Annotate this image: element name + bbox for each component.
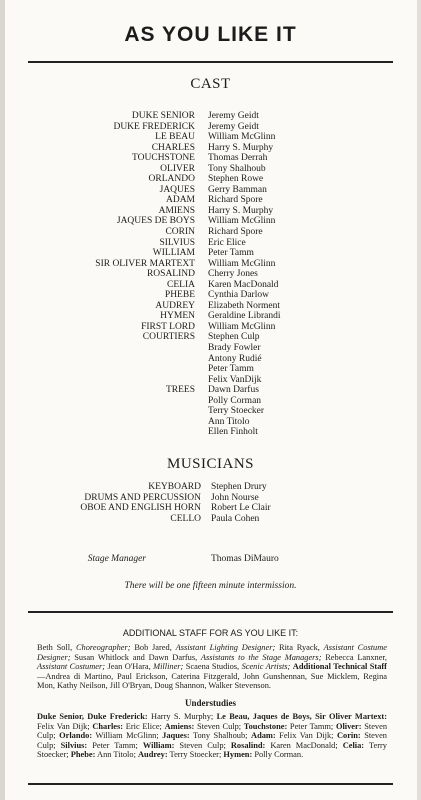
cast-role: COURTIERS [142,332,195,343]
additional_staff-segment: Rita Ryack, [275,643,324,652]
understudies-segment: Rosalind: [230,740,266,750]
cast-heading: CAST [190,76,231,92]
additional_staff-segment: Rebecca Lanxner, [321,652,387,662]
title-rule [28,61,393,63]
cast-role: TREES [165,385,195,396]
understudies-segment: Hymen: [223,750,253,760]
understudies-segment: Felix Van Dijk; [37,721,93,731]
cast-row [0,206,421,217]
understudies-segment: Charles: [92,721,124,731]
musician-row [0,482,421,493]
cast-role: ADAM [165,195,195,206]
cast-row [0,259,421,270]
understudies-segment: Jaques: [162,731,190,741]
additional_staff-segment: Beth Soll, [37,643,76,652]
understudies-segment: Karen MacDonald; [265,740,343,750]
cast-role: LE BEAU [155,132,195,143]
additional-staff-text [37,643,387,691]
musician-name: Stephen Drury [211,482,267,492]
cast-actor: Cherry Jones [208,269,258,280]
cast-row [0,216,421,227]
cast-row [0,227,421,238]
cast-actor: Peter Tamm [208,248,254,259]
musician-row [0,503,421,514]
cast-role: CELIA [167,279,195,290]
understudies-segment: Audrey: [137,750,168,760]
cast-row [0,311,421,322]
musician-row [0,493,421,504]
intermission-note: There will be one fifteen minute intermission. [124,581,297,591]
cast-row [0,185,421,196]
cast-actor: Elizabeth Norment [208,300,281,311]
musician-instrument: DRUMS AND PERCUSSION [84,492,201,503]
additional_staff-segment: Bob Jared, [130,643,176,652]
cast-actor: William McGlinn [208,216,276,227]
additional_staff-segment: Assistant Costume Designer; [37,643,387,662]
cast-role: SIR OLIVER MARTEXT [95,258,195,269]
musician-row [0,514,421,525]
cast-actor: William McGlinn [208,132,276,143]
cast-actor: Harry S. Murphy [208,142,274,153]
cast-row [0,290,421,301]
cast-actor: Thomas Derrah [208,153,268,164]
musician-name: John Nourse [211,492,259,503]
cast-role: AUDREY [155,300,195,311]
understudies-segment: Terry Stoecker; [37,740,387,760]
additional-staff-heading: ADDITIONAL STAFF FOR AS YOU LIKE IT: [122,628,299,638]
musicians-heading: MUSICIANS [166,456,254,472]
cast-row [0,322,421,333]
understudies-segment: William: [142,740,175,750]
additional_staff-segment: Scaena Studios, [183,662,242,672]
cast-row [0,132,421,143]
understudies-segment: Felix Van Dijk; [275,731,337,741]
cast-row [0,122,421,133]
additional_staff-segment: Choreographer; [75,643,131,652]
understudies-segment: Steven Culp; [37,721,388,741]
cast-row [0,153,421,164]
cast-actor: Dawn Darfus [208,385,259,396]
cast-role: CHARLES [151,142,195,153]
cast-row [0,301,421,312]
cast-role: DUKE FREDERICK [113,121,195,132]
understudies-segment: Oliver: [335,721,362,731]
understudies-heading: Understudies [184,698,236,708]
cast-row [0,354,421,365]
cast-actor: Terry Stoecker [208,406,265,417]
additional_staff-segment: Additional Technical Staff [292,662,387,672]
understudies-segment: Peter Tamm; [287,721,336,731]
bottom-rule [28,783,393,785]
musicians-list [0,482,421,524]
cast-row [0,238,421,249]
understudies-segment: Phebe: [70,750,96,760]
cast-row [0,343,421,354]
cast-actor: Jeremy Geidt [208,111,259,121]
cast-role: FIRST LORD [141,321,195,332]
additional_staff-segment: Assistant Costumer; [37,662,106,672]
musician-instrument: CELLO [170,513,201,524]
cast-role: PHEBE [164,290,195,301]
cast-actor: William McGlinn [208,258,276,269]
cast-actor: Ann Titolo [208,416,250,427]
musician-instrument: KEYBOARD [148,482,201,492]
cast-row [0,195,421,206]
additional_staff-segment: —Andrea di Martino, Paul Erickson, Caterina Fitzgerald, John Gunshennan, Sue Micklem, Regina Mon, Kathy Neilson, Jill O'Bryan, Doug Shannon, Walker Stevenson. [37,671,387,691]
understudies-segment: Polly Corman. [252,750,304,760]
cast-actor: Stephen Rowe [208,174,264,185]
understudies-segment: Orlando: [59,731,93,741]
cast-actor: Jeremy Geidt [208,121,259,132]
stage-manager-name: Thomas DiMauro [211,554,279,564]
cast-list [0,111,421,438]
cast-role: JAQUES DE BOYS [116,216,195,227]
additional_staff-segment: Assistant Lighting Designer; [175,643,276,652]
additional_staff-segment: Scenic Artists; [241,662,291,672]
understudies-segment: Steven Culp; [194,721,244,731]
cast-row [0,174,421,185]
cast-row [0,375,421,386]
page-title: AS YOU LIKE IT [124,23,297,46]
cast-actor: Antony Rudié [208,353,262,364]
cast-actor: Karen MacDonald [208,279,279,290]
cast-role: ROSALIND [146,269,195,280]
cast-role: HYMEN [160,311,195,322]
understudies-segment: Duke Senior, Duke Frederick: [37,712,148,721]
understudies-segment: Steven Culp; [174,740,231,750]
additional_staff-segment: Milliner; [153,662,184,672]
cast-actor: Harry S. Murphy [208,205,274,216]
understudies-segment: Peter Tamm; [87,740,143,750]
musician-instrument: OBOE AND ENGLISH HORN [80,503,201,514]
staff-rule [28,611,393,613]
cast-actor: William McGlinn [208,321,276,332]
understudies-segment: Touchstone: [243,721,288,731]
cast-actor: Brady Fowler [208,343,261,354]
understudies-segment: Silvius: [60,740,88,750]
understudies-segment: Celia: [342,740,365,750]
additional_staff-segment: Jean O'Hara, [105,662,154,672]
cast-actor: Peter Tamm [208,364,254,375]
understudies-segment: Amiens: [164,721,195,731]
cast-row [0,280,421,291]
cast-row [0,269,421,280]
cast-row [0,111,421,122]
cast-actor: Stephen Culp [208,332,260,343]
cast-actor: Tony Shalhoub [208,163,266,174]
cast-actor: Gerry Bamman [208,184,267,195]
understudies-segment: Tony Shalhoub; [189,731,252,741]
cast-role: WILLIAM [152,248,195,259]
cast-row [0,143,421,154]
understudies-segment: Harry S. Murphy; [147,712,217,721]
additional_staff-segment: Susan Whitlock and Dawn Darfus, [70,652,201,662]
understudies-segment: Eric Elice; [123,721,165,731]
cast-role: ORLANDO [148,174,195,185]
cast-row [0,427,421,438]
cast-row [0,164,421,175]
musician-name: Robert Le Clair [211,503,271,514]
cast-row [0,364,421,375]
cast-actor: Eric Elice [208,237,246,248]
additional_staff-segment: Assistants to the Stage Managers; [200,652,322,662]
understudies-segment: Ann Titolo; [95,750,138,760]
cast-row [0,406,421,417]
understudies-segment: Corin: [336,731,361,741]
cast-actor: Felix VanDijk [208,374,262,385]
musician-name: Paula Cohen [211,513,260,524]
understudies-segment: Steven Culp; [37,731,387,750]
cast-row [0,332,421,343]
cast-role: DUKE SENIOR [131,111,195,121]
cast-actor: Richard Spore [208,195,263,206]
cast-role: OLIVER [160,163,195,174]
cast-row [0,396,421,407]
understudies-text [37,712,387,760]
understudies-segment: William McGlinn; [92,731,163,741]
cast-role: CORIN [165,227,195,238]
stage-manager-label: Stage Manager [87,554,146,564]
cast-row [0,417,421,428]
cast-actor: Geraldine Librandi [208,311,281,322]
cast-role: JAQUES [159,184,195,195]
cast-row [0,248,421,259]
cast-role: TOUCHSTONE [132,153,195,164]
cast-actor: Cynthia Darlow [208,290,269,301]
understudies-segment: Adam: [251,731,276,741]
cast-row [0,385,421,396]
understudies-segment: Terry Stoecker; [167,750,224,760]
cast-actor: Ellen Finholt [208,427,258,438]
cast-actor: Richard Spore [208,227,263,238]
understudies-segment: Le Beau, Jaques de Boys, Sir Oliver Martext: [216,712,388,721]
cast-actor: Polly Corman [208,395,262,406]
cast-role: AMIENS [158,205,195,216]
cast-role: SILVIUS [159,237,195,248]
